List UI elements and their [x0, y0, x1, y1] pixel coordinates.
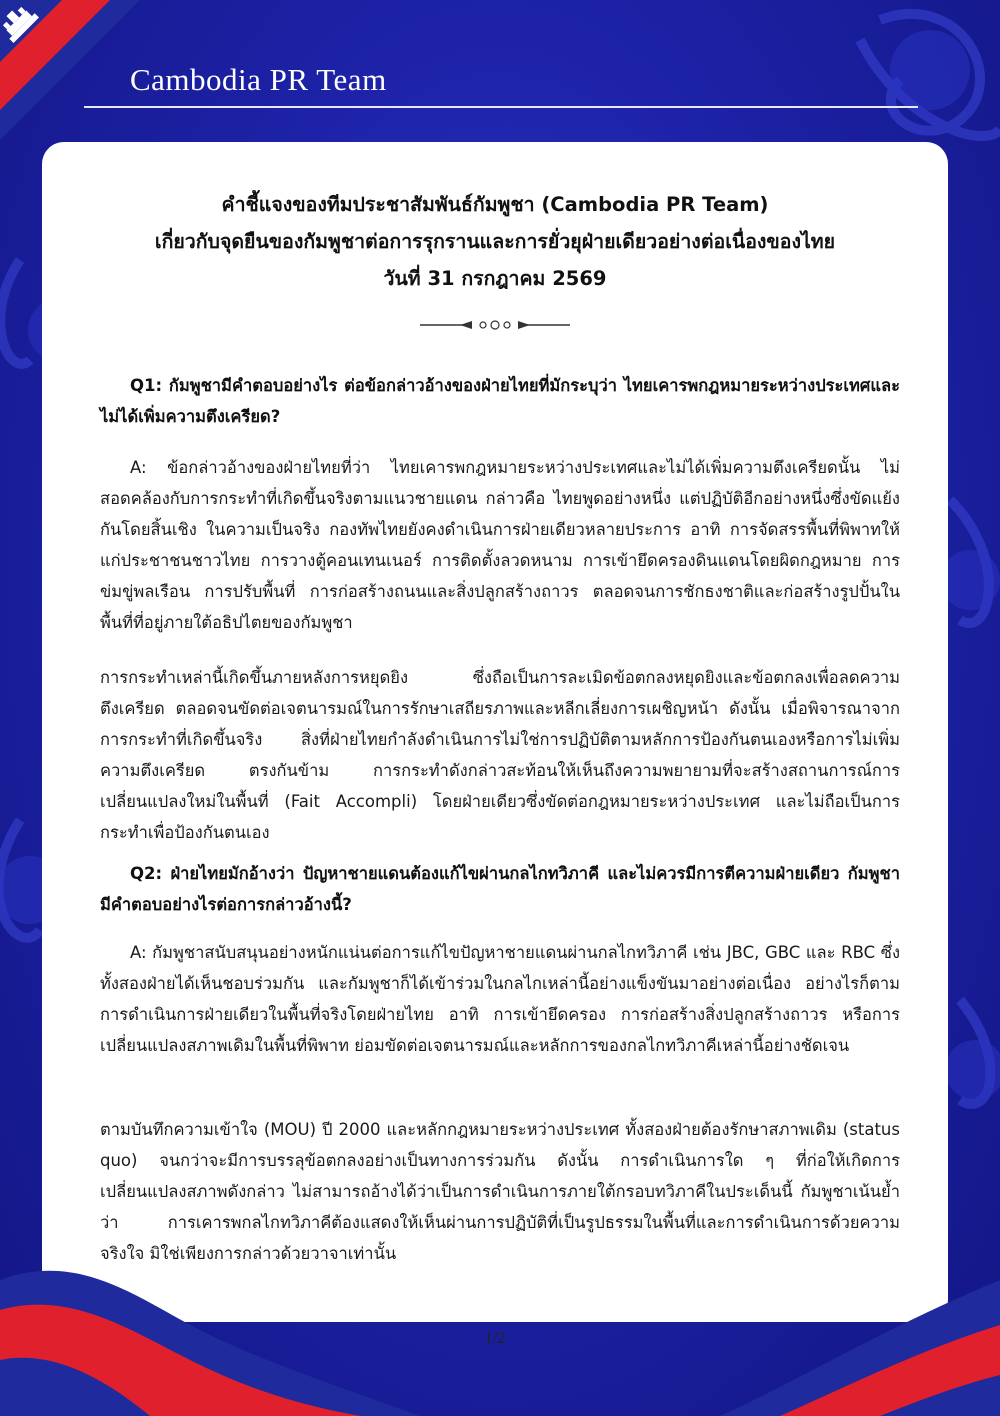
page-number: 1/2	[484, 1330, 506, 1347]
ornament-divider-icon	[420, 318, 570, 332]
heading-line-1: คำชี้แจงของทีมประชาสัมพันธ์กัมพูชา (Cambodia PR Team)	[221, 193, 769, 216]
heading-line-2: เกี่ยวกับจุดยืนของกัมพูชาต่อการรุกรานและการยั่วยุฝ่ายเดียวอย่างต่อเนื่องของไทย	[154, 230, 836, 253]
document-heading	[42, 186, 948, 297]
q2-question: Q2: ฝ่ายไทยมักอ้างว่า ปัญหาชายแดนต้องแก้ไขผ่านกลไกทวิภาคี และไม่ควรมีการตีความฝ่ายเดียว กัมพูชามีคำตอบอย่างไรต่อการกล่าวอ้างนี้?	[100, 864, 900, 914]
q1-answer-paragraph-1: A: ข้อกล่าวอ้างของฝ่ายไทยที่ว่า ไทยเคารพกฎหมายระหว่างประเทศและไม่ได้เพิ่มความตึงเครียดนั้น ไม่สอดคล้องกับการกระทำที่เกิดขึ้นจริงตามแนวชายแดน กล่าวคือ ไทยพูดอย่างหนึ่ง แต่ปฏิบัติอีกอย่างหนึ่งซึ่งขัดแย้งกันโดยสิ้นเชิง ในความเป็นจริง กองทัพไทยยังคงดำเนินการฝ่ายเดียวหลายประการ อาทิ การจัดสรรพื้นที่พิพาทให้แก่ประชาชนชาวไทย การวางตู้คอนเทนเนอร์ การติดตั้งลวดหนาม การเข้ายึดครองดินแดนโดยผิดกฎหมาย การข่มขู่พลเรือน การปรับพื้นที่ การก่อสร้างถนนและสิ่งปลูกสร้างถาวร ตลอดจนการชักธงชาติและก่อสร้างรูปปั้นในพื้นที่ที่อยู่ภายใต้อธิปไตยของกัมพูชา	[100, 458, 900, 632]
q1-question: Q1: กัมพูชามีคำตอบอย่างไร ต่อข้อกล่าวอ้างของฝ่ายไทยที่มักระบุว่า ไทยเคารพกฎหมายระหว่างประเทศและไม่ได้เพิ่มความตึงเครียด?	[100, 376, 900, 426]
flag-wave-decoration	[0, 1240, 1000, 1416]
cambodia-flag-icon	[0, 0, 140, 140]
header-title: Cambodia PR Team	[130, 62, 387, 97]
document-card	[42, 142, 948, 1347]
heading-line-3: วันที่ 31 กรกฎาคม 2569	[383, 267, 607, 290]
header-divider	[84, 106, 918, 108]
q2-answer-paragraph-2: ตามบันทึกความเข้าใจ (MOU) ปี 2000 และหลักกฎหมายระหว่างประเทศ ทั้งสองฝ่ายต้องรักษาสภาพเดิม (status quo) จนกว่าจะมีการบรรลุข้อตกลงอย่างเป็นทางการร่วมกัน ดังนั้น การดำเนินการใด ๆ ที่ก่อให้เกิดการเปลี่ยนแปลงสภาพดังกล่าว ไม่สามารถอ้างได้ว่าเป็นการดำเนินการภายใต้กรอบทวิภาคีในประเด็นนี้ กัมพูชาเน้นย้ำว่า การเคารพกลไกทวิภาคีต้องแสดงให้เห็นผ่านการปฏิบัติที่เป็นรูปธรรมในพื้นที่และการดำเนินการด้วยความจริงใจ มิใช่เพียงการกล่าวด้วยวาจาเท่านั้น	[100, 1120, 900, 1263]
q2-answer-paragraph-1: A: กัมพูชาสนับสนุนอย่างหนักแน่นต่อการแก้ไขปัญหาชายแดนผ่านกลไกทวิภาคี เช่น JBC, GBC และ RBC ซึ่งทั้งสองฝ่ายได้เห็นชอบร่วมกัน และกัมพูชาก็ได้เข้าร่วมในกลไกเหล่านี้อย่างแข็งขันมาอย่างต่อเนื่อง อย่างไรก็ตาม การดำเนินการฝ่ายเดียวในพื้นที่จริงโดยฝ่ายไทย อาทิ การเข้ายึดครอง การก่อสร้างสิ่งปลูกสร้างถาวร หรือการเปลี่ยนแปลงสภาพเดิมในพื้นที่พิพาท ย่อมขัดต่อเจตนารมณ์และหลักการของกลไกทวิภาคีเหล่านี้อย่างชัดเจน	[100, 943, 900, 1055]
q1-answer-paragraph-2: การกระทำเหล่านี้เกิดขึ้นภายหลังการหยุดยิง ซึ่งถือเป็นการละเมิดข้อตกลงหยุดยิงและข้อตกลงเพื่อลดความตึงเครียด ตลอดจนขัดต่อเจตนารมณ์ในการรักษาเสถียรภาพและหลีกเลี่ยงการเผชิญหน้า ดังนั้น เมื่อพิจารณาจากการกระทำที่เกิดขึ้นจริง สิ่งที่ฝ่ายไทยกำลังดำเนินการไม่ใช่การปฏิบัติตามหลักการป้องกันตนเองหรือการไม่เพิ่มความตึงเครียด ตรงกันข้าม การกระทำดังกล่าวสะท้อนให้เห็นถึงความพยายามที่จะสร้างสถานการณ์การเปลี่ยนแปลงใหม่ในพื้นที่ (Fait Accompli) โดยฝ่ายเดียวซึ่งขัดต่อกฎหมายระหว่างประเทศ และไม่ถือเป็นการกระทำเพื่อป้องกันตนเอง	[100, 668, 900, 842]
